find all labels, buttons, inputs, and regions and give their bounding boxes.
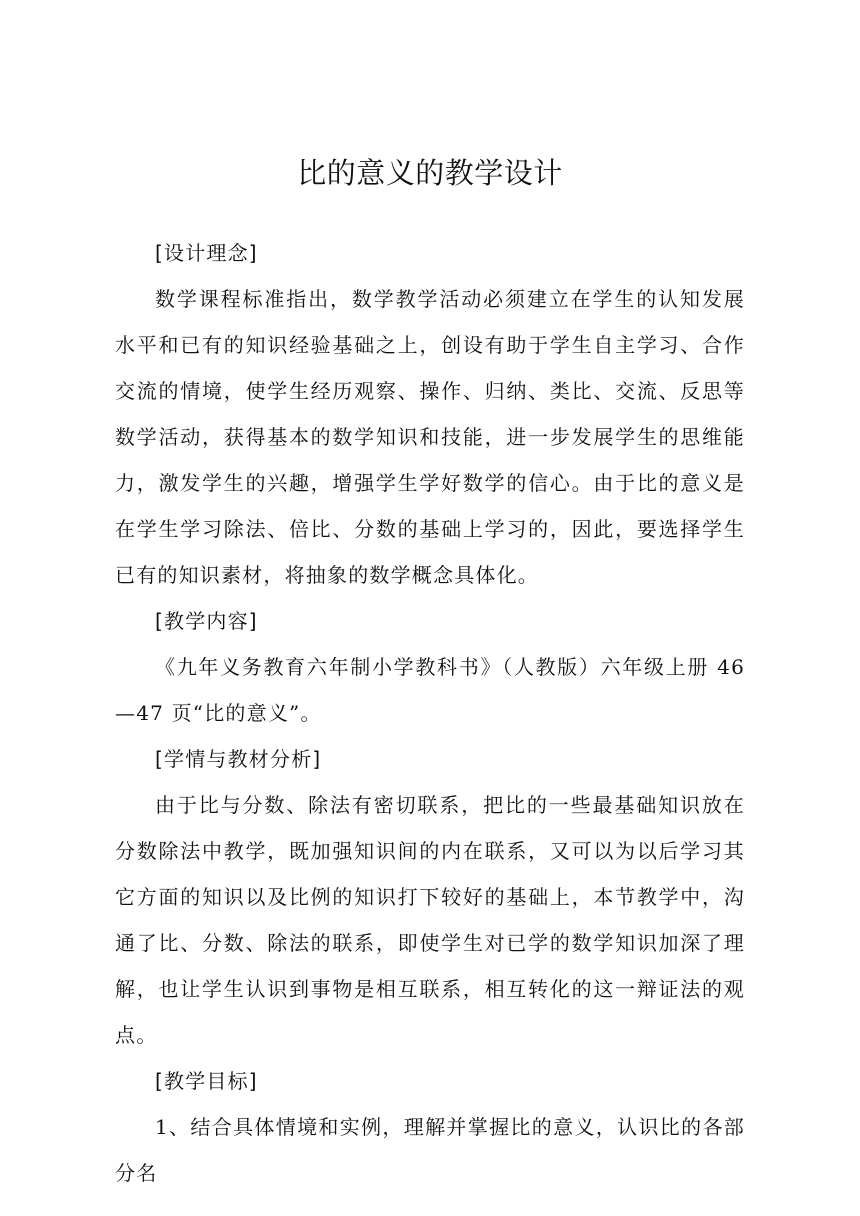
section-design-concept: [115, 230, 745, 598]
section-heading-learning-analysis: [学情与教材分析]: [155, 747, 322, 771]
section-heading-teaching-goals: [教学目标]: [155, 1069, 258, 1093]
paragraph-design-concept: 数学课程标准指出，数学教学活动必须建立在学生的认知发展水平和已有的知识经验基础之上，创设有助于学生自主学习、合作交流的情境，使学生经历观察、操作、归纳、类比、交流、反思等数学活动，获得基本的数学知识和技能，进一步发展学生的思维能力，激发学生的兴趣，增强学生学好数学的信心。由于比的意义是在学生学习除法、倍比、分数的基础上学习的，因此，要选择学生已有的知识素材，将抽象的数学概念具体化。: [115, 287, 745, 587]
paragraph-teaching-content: 《九年义务教育六年制小学教科书》（人教版）六年级上册 46—47 页“比的意义”。: [115, 655, 745, 725]
section-teaching-content: [115, 598, 745, 736]
document-title: 比的意义的教学设计: [297, 156, 563, 191]
section-heading-teaching-content: [教学内容]: [155, 609, 258, 633]
paragraph-learning-analysis: 由于比与分数、除法有密切联系，把比的一些最基础知识放在分数除法中教学，既加强知识间的内在联系，又可以为以后学习其它方面的知识以及比例的知识打下较好的基础上，本节教学中，沟通了比、分数、除法的联系，即使学生对已学的数学知识加深了理解，也让学生认识到事物是相互联系，相互转化的这一辩证法的观点。: [115, 793, 745, 1047]
paragraph-teaching-goal-1: 1、结合具体情境和实例，理解并掌握比的意义，认识比的各部分名: [115, 1115, 745, 1185]
document-body: [115, 230, 745, 1196]
section-heading-design-concept: [设计理念]: [155, 241, 258, 265]
section-teaching-goals: [115, 1058, 745, 1196]
section-learning-analysis: [115, 736, 745, 1058]
